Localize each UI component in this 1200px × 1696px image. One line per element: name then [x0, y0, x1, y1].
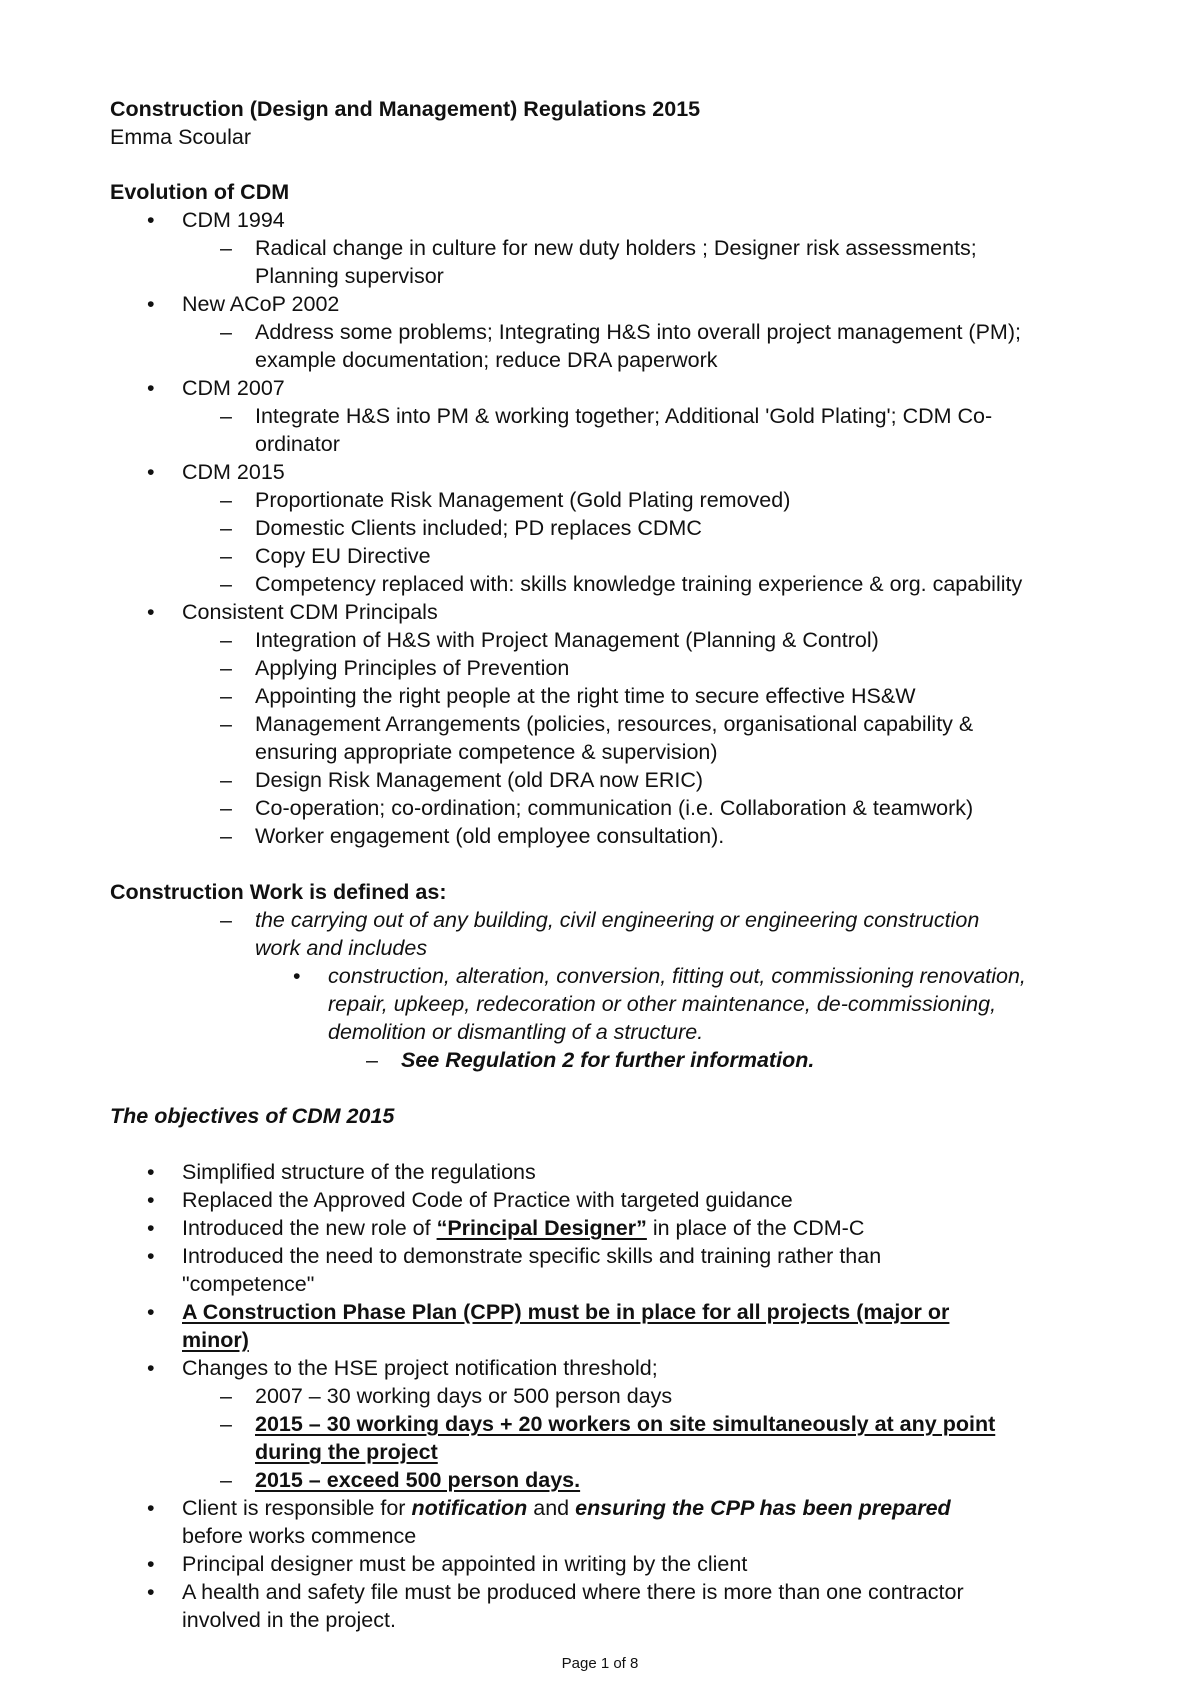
sub-item-text: Integrate H&S into PM & working together; Additional 'Gold Plating'; CDM Co-: [255, 404, 993, 428]
objective-text: in place of the CDM-C: [646, 1216, 865, 1240]
objective-text: and: [527, 1496, 576, 1520]
objective-text: Client is responsible for: [182, 1496, 412, 1520]
objective-item-emphasis: A Construction Phase Plan (CPP) must be in place for all projects (major or: [182, 1300, 950, 1324]
sub-item-text: Radical change in culture for new duty holders ; Designer risk assessments;: [255, 236, 977, 260]
sub-item-text: Worker engagement (old employee consultation).: [255, 824, 725, 848]
objective-item: before works commence: [182, 1524, 417, 1548]
regulation-reference: See Regulation 2 for further information.: [401, 1048, 815, 1072]
dash-marker: –: [220, 404, 232, 428]
bullet-marker: •: [147, 376, 155, 400]
list-item-acop: New ACoP 2002: [182, 292, 340, 316]
bullet-marker: •: [147, 600, 155, 624]
dash-marker: –: [220, 1412, 232, 1436]
threshold-item: 2007 – 30 working days or 500 person days: [255, 1384, 673, 1408]
section-heading-construction-work: Construction Work is defined as:: [110, 880, 447, 904]
dash-marker: –: [220, 796, 232, 820]
bullet-marker: •: [147, 292, 155, 316]
definition-text: work and includes: [255, 936, 428, 960]
dash-marker: –: [220, 908, 232, 932]
inclusion-text: repair, upkeep, redecoration or other maintenance, de-commissioning,: [328, 992, 997, 1016]
bullet-marker: •: [147, 1160, 155, 1184]
dash-marker: –: [220, 516, 232, 540]
dash-marker: –: [220, 628, 232, 652]
list-item-cdm2015: CDM 2015: [182, 460, 285, 484]
objective-item: [182, 1494, 951, 1522]
dash-marker: –: [220, 320, 232, 344]
objective-item: involved in the project.: [182, 1608, 396, 1632]
sub-item-text: Co-operation; co-ordination; communication (i.e. Collaboration & teamwork): [255, 796, 974, 820]
sub-item-text: Copy EU Directive: [255, 544, 431, 568]
sub-item-text: Design Risk Management (old DRA now ERIC): [255, 768, 704, 792]
sub-item-text: ordinator: [255, 432, 340, 456]
bullet-marker: •: [147, 1552, 155, 1576]
threshold-item-emphasis: 2015 – 30 working days + 20 workers on site simultaneously at any point: [255, 1412, 996, 1436]
bullet-marker: •: [147, 208, 155, 232]
objective-item: Principal designer must be appointed in writing by the client: [182, 1552, 748, 1576]
dash-marker: –: [220, 712, 232, 736]
sub-item-text: Competency replaced with: skills knowledge training experience & org. capability: [255, 572, 1023, 596]
author-name: Emma Scoular: [110, 125, 251, 149]
list-item-principals: Consistent CDM Principals: [182, 600, 438, 624]
objective-item-emphasis: minor): [182, 1328, 249, 1352]
section-heading-objectives: The objectives of CDM 2015: [110, 1104, 395, 1128]
dash-marker: –: [220, 768, 232, 792]
sub-item-text: Address some problems; Integrating H&S into overall project management (PM);: [255, 320, 1021, 344]
objective-text: Introduced the new role of: [182, 1216, 437, 1240]
sub-item-text: ensuring appropriate competence & supervision): [255, 740, 718, 764]
bullet-marker: •: [147, 1244, 155, 1268]
dash-marker: –: [220, 1384, 232, 1408]
dash-marker: –: [220, 1468, 232, 1492]
bullet-marker: •: [147, 1356, 155, 1380]
bullet-marker: •: [147, 1580, 155, 1604]
sub-item-text: Applying Principles of Prevention: [255, 656, 570, 680]
bullet-marker: •: [147, 1300, 155, 1324]
objective-item: A health and safety file must be produced where there is more than one contractor: [182, 1580, 964, 1604]
dash-marker: –: [220, 684, 232, 708]
threshold-item-emphasis: during the project: [255, 1440, 438, 1464]
objective-item: Simplified structure of the regulations: [182, 1160, 536, 1184]
page-number: Page 1 of 8: [561, 1655, 639, 1672]
bullet-marker: •: [293, 964, 301, 988]
objective-item: Replaced the Approved Code of Practice with targeted guidance: [182, 1188, 793, 1212]
dash-marker: –: [220, 236, 232, 260]
dash-marker: –: [220, 572, 232, 596]
dash-marker: –: [220, 544, 232, 568]
objective-item: Introduced the need to demonstrate specific skills and training rather than: [182, 1244, 882, 1268]
sub-item-text: Management Arrangements (policies, resources, organisational capability &: [255, 712, 974, 736]
bullet-marker: •: [147, 1188, 155, 1212]
bullet-marker: •: [147, 1216, 155, 1240]
sub-item-text: Integration of H&S with Project Management (Planning & Control): [255, 628, 879, 652]
objective-item: Changes to the HSE project notification threshold;: [182, 1356, 658, 1380]
dash-marker: –: [220, 656, 232, 680]
list-item-cdm2007: CDM 2007: [182, 376, 285, 400]
inclusion-text: demolition or dismantling of a structure.: [328, 1020, 704, 1044]
threshold-item-emphasis: 2015 – exceed 500 person days.: [255, 1468, 581, 1492]
section-heading-evolution: Evolution of CDM: [110, 180, 290, 204]
inclusion-text: construction, alteration, conversion, fitting out, commissioning renovation,: [328, 964, 1026, 988]
sub-item-text: Domestic Clients included; PD replaces CDMC: [255, 516, 702, 540]
sub-item-text: Appointing the right people at the right time to secure effective HS&W: [255, 684, 916, 708]
cpp-term: ensuring the CPP has been prepared: [575, 1496, 951, 1520]
dash-marker: –: [220, 488, 232, 512]
objective-item: [182, 1214, 864, 1242]
principal-designer-term: “Principal Designer”: [436, 1216, 647, 1240]
sub-item-text: Planning supervisor: [255, 264, 444, 288]
definition-text: the carrying out of any building, civil engineering or engineering construction: [255, 908, 980, 932]
dash-marker: –: [220, 824, 232, 848]
sub-item-text: example documentation; reduce DRA paperwork: [255, 348, 718, 372]
sub-item-text: Proportionate Risk Management (Gold Plating removed): [255, 488, 791, 512]
objective-item: "competence": [182, 1272, 315, 1296]
document-title: Construction (Design and Management) Regulations 2015: [110, 97, 701, 121]
list-item-cdm1994: CDM 1994: [182, 208, 285, 232]
dash-marker: –: [366, 1048, 378, 1072]
bullet-marker: •: [147, 460, 155, 484]
bullet-marker: •: [147, 1496, 155, 1520]
notification-term: notification: [411, 1496, 528, 1520]
